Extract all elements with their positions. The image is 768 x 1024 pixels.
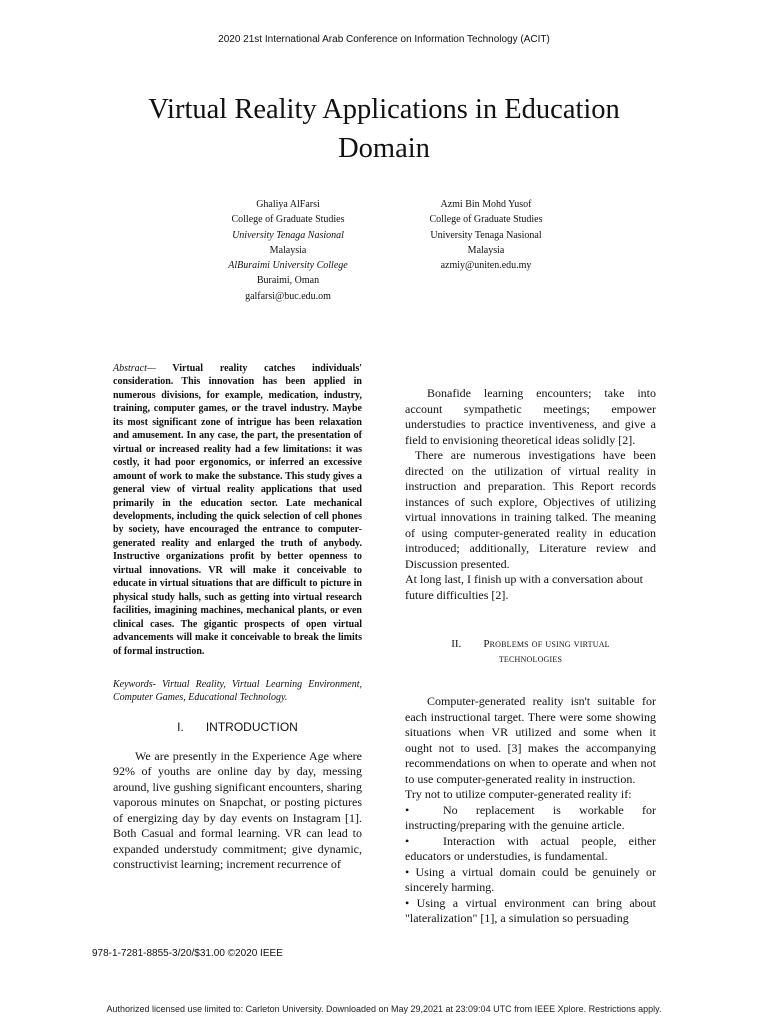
problems-paragraph: Computer-generated reality isn't suitable for each instructional target. There were some showing situations when VR utilized and some when it ought not to used. [3] makes the accompanying recommendations on when to operate and when not to use computer-generated reality in instruction. xyxy=(405,694,656,786)
introduction-paragraph: We are presently in the Experience Age where 92% of youths are online day by day, messing around, live gushing significant encounters, sharing vaporous minutes on Snapchat, or posting pictures of energizing day by day events on Instagram [1]. Both Casual and formal learning. VR can lead to expanded understudy commitment; give dynamic, constructivist learning; increment recurrence of xyxy=(113,748,362,872)
abstract xyxy=(113,362,362,658)
section-heading-problems xyxy=(405,637,656,667)
author-affiliation-2: AlBuraimi University College xyxy=(228,260,348,272)
bullet-mark: • xyxy=(405,895,410,910)
section-title-line-2: technologies xyxy=(498,653,563,665)
paper-title xyxy=(84,90,684,168)
license-footer: Authorized licensed use limited to: Carleton University. Downloaded on May 29,2021 at 23:09:04 UTC from IEEE Xplore. Restrictions apply. xyxy=(106,1004,662,1014)
section-title-line-1: Problems of using virtual xyxy=(483,638,610,650)
list-item-text: Using a virtual environment can bring about "lateralization" [1], a simulation so persuading xyxy=(405,895,656,925)
author-city: Buraimi, Oman xyxy=(256,275,320,287)
author-dept: College of Graduate Studies xyxy=(231,214,345,226)
list-item-text: No replacement is workable for instructing/preparing with the genuine article. xyxy=(405,802,656,832)
list-item-text: Interaction with actual people, either educators or understudies, is fundamental. xyxy=(405,833,656,863)
isbn-copyright: 978-1-7281-8855-3/20/$31.00 ©2020 IEEE xyxy=(92,948,283,959)
author-name: Ghaliya AlFarsi xyxy=(256,199,320,210)
list-item xyxy=(405,803,656,834)
list-item xyxy=(405,865,656,896)
section-number: I. xyxy=(177,719,184,734)
author-block-2 xyxy=(366,197,606,273)
paragraph: At long last, I finish up with a conversation about future difficulties [2]. xyxy=(405,572,643,602)
keywords: Keywords- Virtual Reality, Virtual Learning Environment, Computer Games, Educational Technology. xyxy=(113,678,362,704)
author-name: Azmi Bin Mohd Yusof xyxy=(440,199,532,210)
paragraph: There are numerous investigations have been directed on the utilization of virtual reality in instruction and preparation. This Report records instances of such explore, Objectives of utilizing virtual innovations in training talked. The meaning of using computer-generated reality in education introduced; additionally, Literature review and Discussion presented. xyxy=(405,448,656,571)
left-column xyxy=(113,362,362,873)
author-country: Malaysia xyxy=(467,244,505,256)
bullet-mark: • xyxy=(405,864,410,879)
author-dept: College of Graduate Studies xyxy=(429,214,543,226)
author-university: University Tenaga Nasional xyxy=(232,229,344,241)
list-item xyxy=(405,896,656,927)
paper-title-line-1: Virtual Reality Applications in Education xyxy=(148,94,620,125)
list-item xyxy=(405,834,656,865)
paragraph: Bonafide learning encounters; take into account sympathetic meetings; empower understudies to practice inventiveness, and give a field to envisioning theoretical ideas solidly [2]. xyxy=(405,386,656,447)
section-title: INTRODUCTION xyxy=(205,719,298,734)
abstract-label: Abstract— xyxy=(113,363,156,374)
paper-title-line-2: Domain xyxy=(338,133,430,164)
list-item-text: Using a virtual domain could be genuinely or sincerely harming. xyxy=(405,864,657,894)
author-email: azmiy@uniten.edu.my xyxy=(440,260,532,272)
list-intro: Try not to utilize computer-generated reality if: xyxy=(405,787,632,801)
author-email: galfarsi@buc.edu.om xyxy=(245,290,331,302)
bullet-mark: • xyxy=(405,802,410,817)
right-column xyxy=(405,386,656,927)
section-number: II. xyxy=(451,638,462,650)
abstract-text: Virtual reality catches individuals' consideration. This innovation has been applied in numerous divisions, for example, medication, industry, training, computer games, or the travel industry. Maybe its most significant zone of intrigue has been relaxation and amusement. In any case, the part, the presentation of virtual or increased reality had a few limitations: it was costly, it had poor ergonomics, or inferred an excessive amount of work to make the substance. This study gives a general view of virtual reality applications that used primarily in the education sector. Late mechanical developments, including the quick selection of cell phones by society, have encouraged the entrance to computer-generated reality and enlarged the truth of anybody. Instructive organizations profit by better openness to virtual innovations. VR will make it conceivable to educate in virtual situations that are difficult to picture in physical study halls, such as getting into virtual research facilities, imagining machines, mechanical plants, or even clinical cases. The gigantic prospects of open virtual advancements will make it conceivable to break the limits of formal instruction. xyxy=(113,363,362,657)
bullet-mark: • xyxy=(405,833,410,848)
author-country: Malaysia xyxy=(269,244,307,256)
conference-header: 2020 21st International Arab Conference on Information Technology (ACIT) xyxy=(218,34,550,45)
author-university: University Tenaga Nasional xyxy=(430,229,542,241)
section-heading-introduction xyxy=(113,719,362,735)
